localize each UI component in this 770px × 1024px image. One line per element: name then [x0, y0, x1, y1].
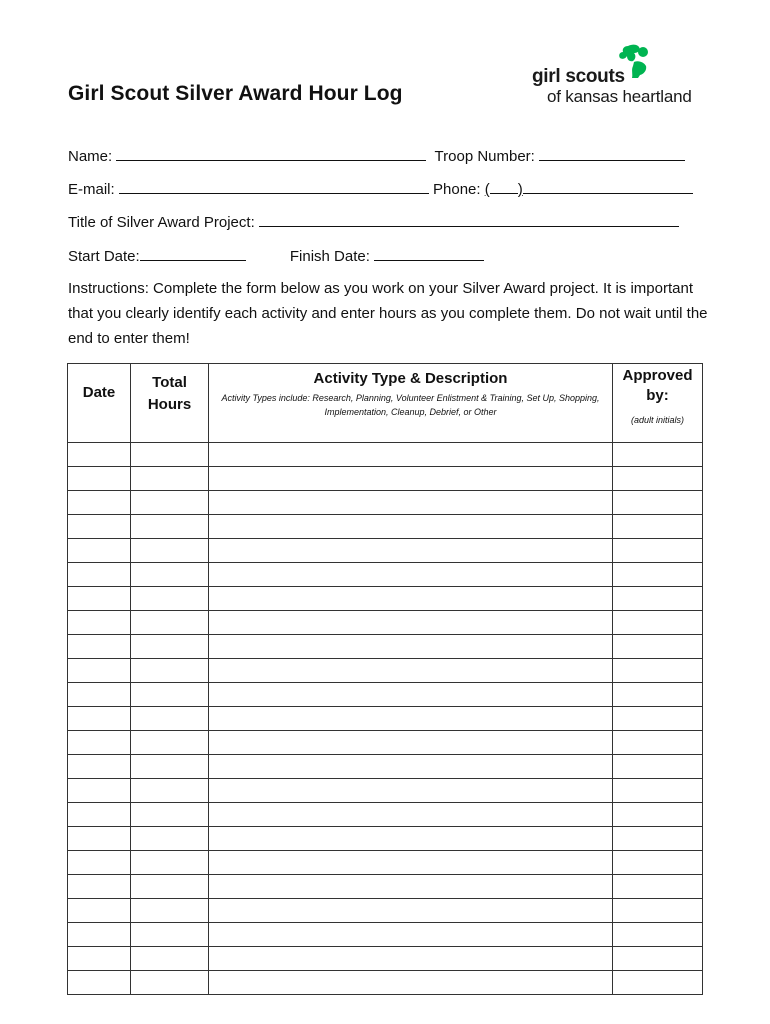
- column-header-total-hours-line2: Hours: [147, 396, 192, 413]
- activity-cell[interactable]: [209, 803, 613, 827]
- date-cell[interactable]: [68, 515, 131, 539]
- hours-cell[interactable]: [131, 875, 209, 899]
- name-field[interactable]: [116, 146, 426, 161]
- date-cell[interactable]: [68, 827, 131, 851]
- approved-cell[interactable]: [613, 491, 703, 515]
- activity-cell[interactable]: [209, 563, 613, 587]
- activity-cell[interactable]: [209, 611, 613, 635]
- hour-log-table: [67, 363, 703, 995]
- email-field[interactable]: [119, 179, 429, 194]
- table-row: [68, 611, 703, 635]
- table-row: [68, 827, 703, 851]
- hours-cell[interactable]: [131, 515, 209, 539]
- phone-label: Phone:: [433, 181, 481, 198]
- hours-cell[interactable]: [131, 803, 209, 827]
- table-row: [68, 635, 703, 659]
- approved-cell[interactable]: [613, 899, 703, 923]
- activity-cell[interactable]: [209, 827, 613, 851]
- finish-date-label: Finish Date:: [289, 248, 370, 265]
- date-cell[interactable]: [68, 683, 131, 707]
- column-header-date: Date: [68, 364, 131, 443]
- table-row: [68, 659, 703, 683]
- approved-cell[interactable]: [613, 755, 703, 779]
- activity-cell[interactable]: [209, 899, 613, 923]
- column-header-activity-title: Activity Type & Description: [313, 370, 508, 387]
- date-cell[interactable]: [68, 803, 131, 827]
- phone-area-code-field[interactable]: [490, 179, 518, 194]
- phone-paren-close: ): [517, 181, 523, 198]
- date-cell[interactable]: [68, 707, 131, 731]
- dates-row: [68, 246, 484, 265]
- activity-cell[interactable]: [209, 539, 613, 563]
- table-row: [68, 467, 703, 491]
- project-row: [68, 212, 679, 231]
- approved-cell[interactable]: [613, 611, 703, 635]
- activity-cell[interactable]: [209, 971, 613, 995]
- activity-cell[interactable]: [209, 779, 613, 803]
- table-row: [68, 443, 703, 467]
- table-row: [68, 515, 703, 539]
- table-row: [68, 539, 703, 563]
- activity-cell[interactable]: [209, 515, 613, 539]
- table-row: [68, 803, 703, 827]
- logo-text-line2: of kansas heartland: [547, 87, 692, 106]
- hours-cell[interactable]: [131, 779, 209, 803]
- finish-date-field[interactable]: [374, 246, 484, 261]
- date-cell[interactable]: [68, 755, 131, 779]
- hours-cell[interactable]: [131, 899, 209, 923]
- table-row: [68, 587, 703, 611]
- name-label: Name:: [68, 148, 113, 165]
- adult-initials-note: (adult initials): [630, 415, 685, 425]
- hours-cell[interactable]: [131, 707, 209, 731]
- table-header-row: [68, 364, 703, 443]
- date-cell[interactable]: [68, 779, 131, 803]
- logo-text-line1: girl scouts: [532, 66, 625, 87]
- approved-cell[interactable]: [613, 875, 703, 899]
- date-cell[interactable]: [68, 443, 131, 467]
- hours-cell[interactable]: [131, 539, 209, 563]
- column-header-approved-line2: by:: [646, 387, 669, 404]
- hours-cell[interactable]: [131, 827, 209, 851]
- table-row: [68, 491, 703, 515]
- date-cell[interactable]: [68, 491, 131, 515]
- hours-cell[interactable]: [131, 443, 209, 467]
- hours-cell[interactable]: [131, 467, 209, 491]
- activity-cell[interactable]: [209, 587, 613, 611]
- approved-cell[interactable]: [613, 851, 703, 875]
- activity-cell[interactable]: [209, 707, 613, 731]
- date-cell[interactable]: [68, 971, 131, 995]
- hours-cell[interactable]: [131, 491, 209, 515]
- table-row: [68, 563, 703, 587]
- troop-number-label: Troop Number:: [434, 148, 535, 165]
- approved-cell[interactable]: [613, 563, 703, 587]
- approved-cell[interactable]: [613, 923, 703, 947]
- date-cell[interactable]: [68, 635, 131, 659]
- approved-cell[interactable]: [613, 971, 703, 995]
- approved-cell[interactable]: [613, 947, 703, 971]
- approved-cell[interactable]: [613, 683, 703, 707]
- column-header-total-hours-line1: Total: [152, 374, 187, 391]
- activity-cell[interactable]: [209, 875, 613, 899]
- hours-cell[interactable]: [131, 923, 209, 947]
- table-row: [68, 971, 703, 995]
- column-header-total-hours: [131, 364, 209, 443]
- date-cell[interactable]: [68, 731, 131, 755]
- approved-cell[interactable]: [613, 827, 703, 851]
- activity-cell[interactable]: [209, 635, 613, 659]
- approved-cell[interactable]: [613, 587, 703, 611]
- table-row: [68, 923, 703, 947]
- date-cell[interactable]: [68, 587, 131, 611]
- activity-types-note: Activity Types include: Research, Planning, Volunteer Enlistment & Training, Set Up, Shopping, Implementation, Cleanup, Debrief, or Other: [221, 393, 600, 417]
- activity-cell[interactable]: [209, 923, 613, 947]
- table-row: [68, 779, 703, 803]
- start-date-field[interactable]: [140, 246, 246, 261]
- date-cell[interactable]: [68, 611, 131, 635]
- name-row: [68, 146, 685, 165]
- hours-cell[interactable]: [131, 659, 209, 683]
- troop-number-field[interactable]: [539, 146, 685, 161]
- approved-cell[interactable]: [613, 467, 703, 491]
- project-title-field[interactable]: [259, 212, 679, 227]
- hours-cell[interactable]: [131, 563, 209, 587]
- approved-cell[interactable]: [613, 803, 703, 827]
- approved-cell[interactable]: [613, 659, 703, 683]
- column-header-approved: [613, 364, 703, 443]
- start-date-label: Start Date:: [68, 248, 140, 265]
- table-row: [68, 947, 703, 971]
- date-cell[interactable]: [68, 467, 131, 491]
- approved-cell[interactable]: [613, 731, 703, 755]
- table-row: [68, 755, 703, 779]
- date-cell[interactable]: [68, 947, 131, 971]
- approved-cell[interactable]: [613, 443, 703, 467]
- table-row: [68, 899, 703, 923]
- phone-number-field[interactable]: [523, 179, 693, 194]
- activity-cell[interactable]: [209, 851, 613, 875]
- hours-cell[interactable]: [131, 755, 209, 779]
- activity-cell[interactable]: [209, 947, 613, 971]
- hours-cell[interactable]: [131, 611, 209, 635]
- page-title: Girl Scout Silver Award Hour Log: [68, 82, 403, 105]
- phone-paren-open: (: [484, 181, 490, 198]
- approved-cell[interactable]: [613, 539, 703, 563]
- hours-cell[interactable]: [131, 587, 209, 611]
- column-header-approved-line1: Approved: [622, 367, 693, 384]
- date-cell[interactable]: [68, 851, 131, 875]
- approved-cell[interactable]: [613, 779, 703, 803]
- activity-cell[interactable]: [209, 755, 613, 779]
- date-cell[interactable]: [68, 899, 131, 923]
- activity-cell[interactable]: [209, 683, 613, 707]
- activity-cell[interactable]: [209, 443, 613, 467]
- approved-cell[interactable]: [613, 707, 703, 731]
- log-entries: [68, 443, 703, 995]
- project-title-label: Title of Silver Award Project:: [68, 214, 255, 231]
- table-row: [68, 683, 703, 707]
- hours-cell[interactable]: [131, 731, 209, 755]
- column-header-activity: [209, 364, 613, 443]
- email-label: E-mail:: [68, 181, 115, 198]
- date-cell[interactable]: [68, 539, 131, 563]
- girl-scouts-logo: [532, 44, 708, 114]
- hours-cell[interactable]: [131, 635, 209, 659]
- date-cell[interactable]: [68, 875, 131, 899]
- activity-cell[interactable]: [209, 491, 613, 515]
- table-row: [68, 851, 703, 875]
- activity-cell[interactable]: [209, 659, 613, 683]
- table-row: [68, 707, 703, 731]
- activity-cell[interactable]: [209, 467, 613, 491]
- email-row: [68, 179, 693, 198]
- table-row: [68, 731, 703, 755]
- date-cell[interactable]: [68, 659, 131, 683]
- hours-cell[interactable]: [131, 683, 209, 707]
- hours-cell[interactable]: [131, 947, 209, 971]
- table-row: [68, 875, 703, 899]
- approved-cell[interactable]: [613, 515, 703, 539]
- instructions-text: Instructions: Complete the form below as you work on your Silver Award project. It is important that you clearly identify each activity and enter hours as you complete them. Do not wait until the end to enter them!: [68, 280, 708, 347]
- hours-cell[interactable]: [131, 851, 209, 875]
- approved-cell[interactable]: [613, 635, 703, 659]
- hours-cell[interactable]: [131, 971, 209, 995]
- date-cell[interactable]: [68, 563, 131, 587]
- activity-cell[interactable]: [209, 731, 613, 755]
- date-cell[interactable]: [68, 923, 131, 947]
